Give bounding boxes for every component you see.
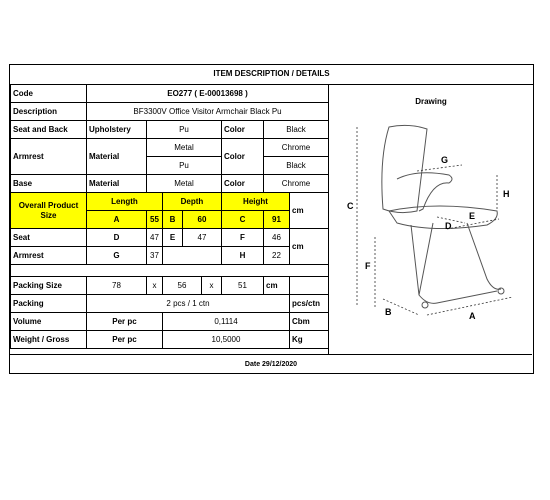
dim-e-letter: E <box>163 229 183 247</box>
upholstery-value: Pu <box>147 121 222 139</box>
code-label: Code <box>11 85 87 103</box>
description-label: Description <box>11 103 87 121</box>
dim-label-a: A <box>469 311 476 319</box>
spec-table <box>10 84 329 349</box>
volume-per: Per pc <box>87 313 163 331</box>
code-row <box>11 85 329 103</box>
dim-e-value: 47 <box>183 229 222 247</box>
base-row <box>11 175 329 193</box>
armrest-color-label: Color <box>222 139 264 175</box>
armrest-row-1 <box>11 139 329 157</box>
description-row <box>11 103 329 121</box>
dim-label-b: B <box>385 307 392 317</box>
armrest-label: Armrest <box>11 139 87 175</box>
dim-f-value: 46 <box>264 229 290 247</box>
base-material-value: Metal <box>147 175 222 193</box>
armrest-material-2: Pu <box>147 157 222 175</box>
packing-label: Packing <box>11 295 87 313</box>
dim-label-g: G <box>441 155 449 165</box>
packing-size-row <box>11 277 329 295</box>
packing-size-label: Packing Size <box>11 277 87 295</box>
dim-h-value: 22 <box>264 247 290 265</box>
base-label: Base <box>11 175 87 193</box>
color-value: Black <box>264 121 329 139</box>
packing-size-unit: cm <box>264 277 290 295</box>
seat-back-label: Seat and Back <box>11 121 87 139</box>
overall-unit: cm <box>290 193 329 229</box>
seat-dims-row <box>11 229 329 247</box>
dim-g-value: 37 <box>147 247 163 265</box>
dim-f-letter: F <box>222 229 264 247</box>
dim-c-letter: C <box>222 211 264 229</box>
weight-per: Per pc <box>87 331 163 349</box>
chair-drawing <box>337 119 527 319</box>
chair-base <box>411 223 501 303</box>
overall-header-row <box>11 193 329 211</box>
dim-h-letter: H <box>222 247 264 265</box>
packing-height: 51 <box>222 277 264 295</box>
upholstery-label: Upholstery <box>87 121 147 139</box>
description-value: BF3300V Office Visitor Armchair Black Pu <box>87 103 329 121</box>
dim-label-e: E <box>469 211 476 221</box>
packing-x1: x <box>147 277 163 295</box>
blank-cell <box>163 247 222 265</box>
seat-armrest-unit: cm <box>290 229 329 265</box>
armrest-material-1: Metal <box>147 139 222 157</box>
dim-label-d: D <box>445 221 452 231</box>
chair-backrest <box>382 125 427 212</box>
packing-width: 56 <box>163 277 202 295</box>
weight-value: 10,5000 <box>163 331 290 349</box>
packing-unit: pcs/ctn <box>290 295 329 313</box>
base-material-label: Material <box>87 175 147 193</box>
chair-seat <box>389 206 497 229</box>
spacer-row <box>11 265 329 277</box>
volume-row <box>11 313 329 331</box>
dim-a-letter: A <box>87 211 147 229</box>
seat-back-row <box>11 121 329 139</box>
packing-row <box>11 295 329 313</box>
dim-label-h: H <box>503 189 510 199</box>
dim-d-letter: D <box>87 229 147 247</box>
armrest-dims-label: Armrest <box>11 247 87 265</box>
document-date: Date 29/12/2020 <box>10 354 532 374</box>
armrest-color-1: Chrome <box>264 139 329 157</box>
packing-x2: x <box>202 277 222 295</box>
armrest-dims-row <box>11 247 329 265</box>
weight-label: Weight / Gross <box>11 331 87 349</box>
document-title: ITEM DESCRIPTION / DETAILS <box>213 69 330 78</box>
depth-header: Depth <box>163 193 222 211</box>
dim-b-value: 60 <box>183 211 222 229</box>
length-header: Length <box>87 193 163 211</box>
dim-d-value: 47 <box>147 229 163 247</box>
armrest-color-2: Black <box>264 157 329 175</box>
drawing-label: Drawing <box>415 97 447 106</box>
base-color-value: Chrome <box>264 175 329 193</box>
dim-c-value: 91 <box>264 211 290 229</box>
dim-label-f: F <box>365 261 371 271</box>
base-color-label: Color <box>222 175 264 193</box>
dim-a-value: 55 <box>147 211 163 229</box>
weight-unit: Kg <box>290 331 329 349</box>
volume-unit: Cbm <box>290 313 329 331</box>
volume-label: Volume <box>11 313 87 331</box>
volume-value: 0,1114 <box>163 313 290 331</box>
dim-g-letter: G <box>87 247 147 265</box>
overall-size-label: Overall Product Size <box>11 193 87 229</box>
code-value: EO277 ( E-00013698 ) <box>87 85 329 103</box>
armrest-material-label: Material <box>87 139 147 175</box>
height-header: Height <box>222 193 290 211</box>
chair-armrest <box>397 173 452 211</box>
dim-label-c: C <box>347 201 354 211</box>
packing-value: 2 pcs / 1 ctn <box>87 295 290 313</box>
seat-label: Seat <box>11 229 87 247</box>
drawing-panel <box>328 84 533 354</box>
dim-b-letter: B <box>163 211 183 229</box>
weight-row <box>11 331 329 349</box>
packing-length: 78 <box>87 277 147 295</box>
color-label: Color <box>222 121 264 139</box>
spec-sheet <box>9 64 534 374</box>
